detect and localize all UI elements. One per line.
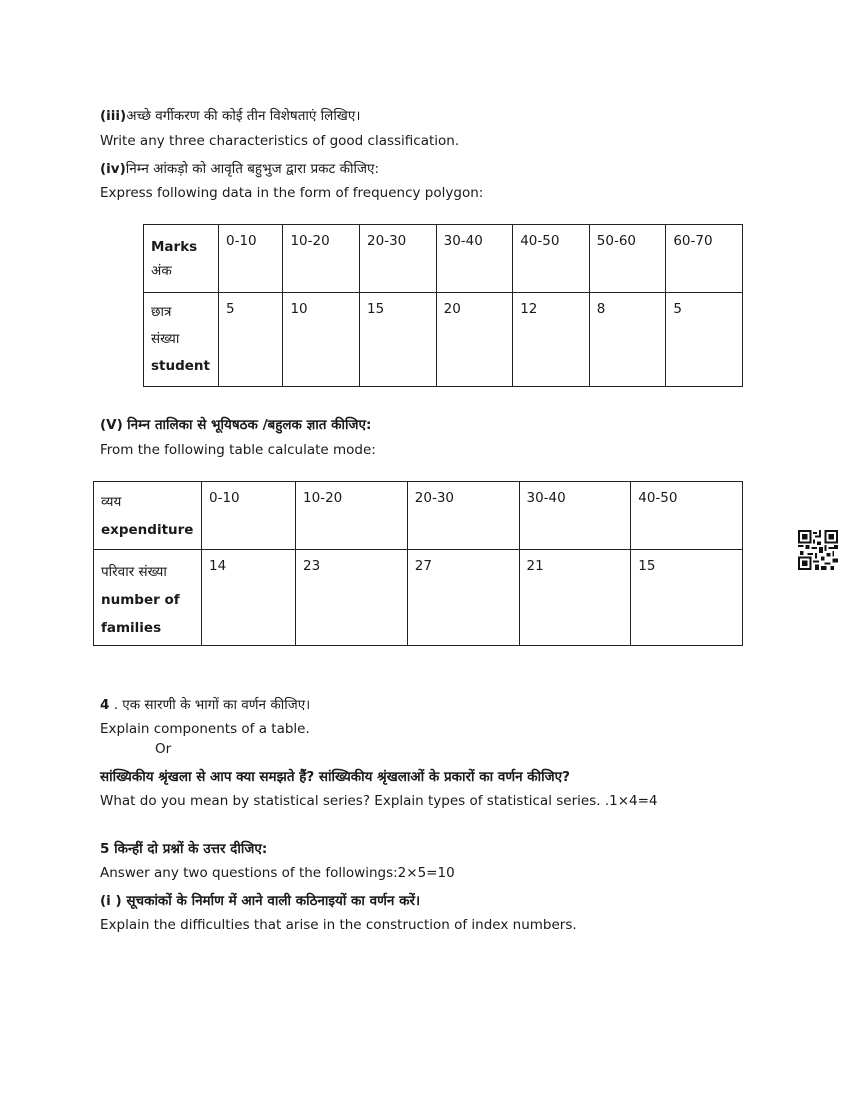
label-expenditure-en: expenditure bbox=[101, 522, 194, 538]
question-iii-hindi-text: अच्छे वर्गीकरण की कोई तीन विशेषताएं लिखिए। bbox=[126, 108, 361, 124]
value-cell: 20 bbox=[436, 293, 513, 387]
question-4-hindi-text: . एक सारणी के भागों का वर्णन कीजिए। bbox=[109, 697, 311, 713]
label-families-en2: families bbox=[101, 620, 162, 636]
class-cell: 40-50 bbox=[513, 225, 590, 293]
question-5-hindi-text: किन्हीं दो प्रश्नों के उत्तर दीजिए: bbox=[109, 841, 268, 857]
class-cell: 40-50 bbox=[631, 482, 743, 550]
class-cell: 60-70 bbox=[666, 225, 743, 293]
question-4-hindi bbox=[100, 695, 310, 713]
question-5-i-english: Explain the difficulties that arise in the construction of index numbers. bbox=[100, 917, 577, 933]
question-iv-hindi bbox=[100, 159, 379, 177]
table-row-students bbox=[144, 293, 743, 387]
question-4-number: 4 bbox=[100, 697, 110, 713]
class-cell: 0-10 bbox=[202, 482, 296, 550]
question-iv-number: (iv) bbox=[100, 161, 126, 177]
row-label-families bbox=[94, 550, 202, 646]
label-students-hi1: छात्र bbox=[151, 304, 172, 320]
value-cell: 8 bbox=[589, 293, 666, 387]
question-5-number: 5 bbox=[100, 841, 110, 857]
or-separator: Or bbox=[155, 741, 172, 757]
question-v-english: From the following table calculate mode: bbox=[100, 442, 376, 458]
question-iv-english: Express following data in the form of frequency polygon: bbox=[100, 185, 484, 201]
value-cell: 10 bbox=[283, 293, 360, 387]
label-marks-hi: अंक bbox=[151, 263, 172, 279]
value-cell: 15 bbox=[360, 293, 437, 387]
question-v-number: (V) bbox=[100, 417, 123, 433]
question-v-hindi bbox=[100, 415, 371, 433]
class-cell: 50-60 bbox=[589, 225, 666, 293]
value-cell: 15 bbox=[631, 550, 743, 646]
question-iv-hindi-text: निम्न आंकड़ो को आवृति बहुभुज द्वारा प्रकट कीजिए: bbox=[125, 161, 380, 177]
question-iii-number: (iii) bbox=[100, 108, 127, 124]
value-cell: 5 bbox=[219, 293, 283, 387]
value-cell: 23 bbox=[296, 550, 408, 646]
question-5-i-hindi-text: सूचकांकों के निर्माण में आने वाली कठिनाइयों का वर्णन करें। bbox=[121, 893, 421, 909]
row-label-students bbox=[144, 293, 219, 387]
question-4-english: Explain components of a table. bbox=[100, 721, 310, 737]
question-4-alt-english: What do you mean by statistical series? Explain types of statistical series. .1×4=4 bbox=[100, 793, 658, 809]
qr-code-icon bbox=[798, 530, 838, 570]
value-cell: 5 bbox=[666, 293, 743, 387]
value-cell: 12 bbox=[513, 293, 590, 387]
table-row-families bbox=[94, 550, 743, 646]
expenditure-families-table bbox=[93, 481, 743, 646]
question-5-i-hindi bbox=[100, 891, 420, 909]
class-cell: 10-20 bbox=[296, 482, 408, 550]
label-marks-en: Marks bbox=[151, 239, 198, 255]
value-cell: 27 bbox=[407, 550, 519, 646]
question-4-alt-hindi: सांख्यिकीय श्रृंखला से आप क्या समझते हैं? सांख्यिकीय श्रृंखलाओं के प्रकारों का वर्णन कीजिए? bbox=[100, 769, 570, 785]
class-cell: 30-40 bbox=[436, 225, 513, 293]
label-families-en1: number of bbox=[101, 592, 180, 608]
label-students-en: student bbox=[151, 358, 210, 374]
question-iii-english: Write any three characteristics of good classification. bbox=[100, 133, 460, 149]
table-row-expenditure bbox=[94, 482, 743, 550]
class-cell: 30-40 bbox=[519, 482, 631, 550]
row-label-expenditure bbox=[94, 482, 202, 550]
class-cell: 10-20 bbox=[283, 225, 360, 293]
question-5-english: Answer any two questions of the followings:2×5=10 bbox=[100, 865, 455, 881]
row-label-marks bbox=[144, 225, 219, 293]
class-cell: 20-30 bbox=[360, 225, 437, 293]
question-iii-hindi bbox=[100, 106, 360, 124]
table-row-marks bbox=[144, 225, 743, 293]
value-cell: 21 bbox=[519, 550, 631, 646]
value-cell: 14 bbox=[202, 550, 296, 646]
marks-frequency-table bbox=[143, 224, 743, 387]
class-cell: 0-10 bbox=[219, 225, 283, 293]
label-students-hi2: संख्या bbox=[151, 331, 180, 347]
question-5-hindi bbox=[100, 839, 267, 857]
question-5-i-number: (i ) bbox=[100, 893, 122, 909]
class-cell: 20-30 bbox=[407, 482, 519, 550]
label-families-hi: परिवार संख्या bbox=[101, 564, 167, 580]
label-expenditure-hi: व्यय bbox=[101, 494, 122, 510]
question-v-hindi-text: निम्न तालिका से भूयिषठक /बहुलक ज्ञात कीजिए: bbox=[127, 417, 372, 433]
